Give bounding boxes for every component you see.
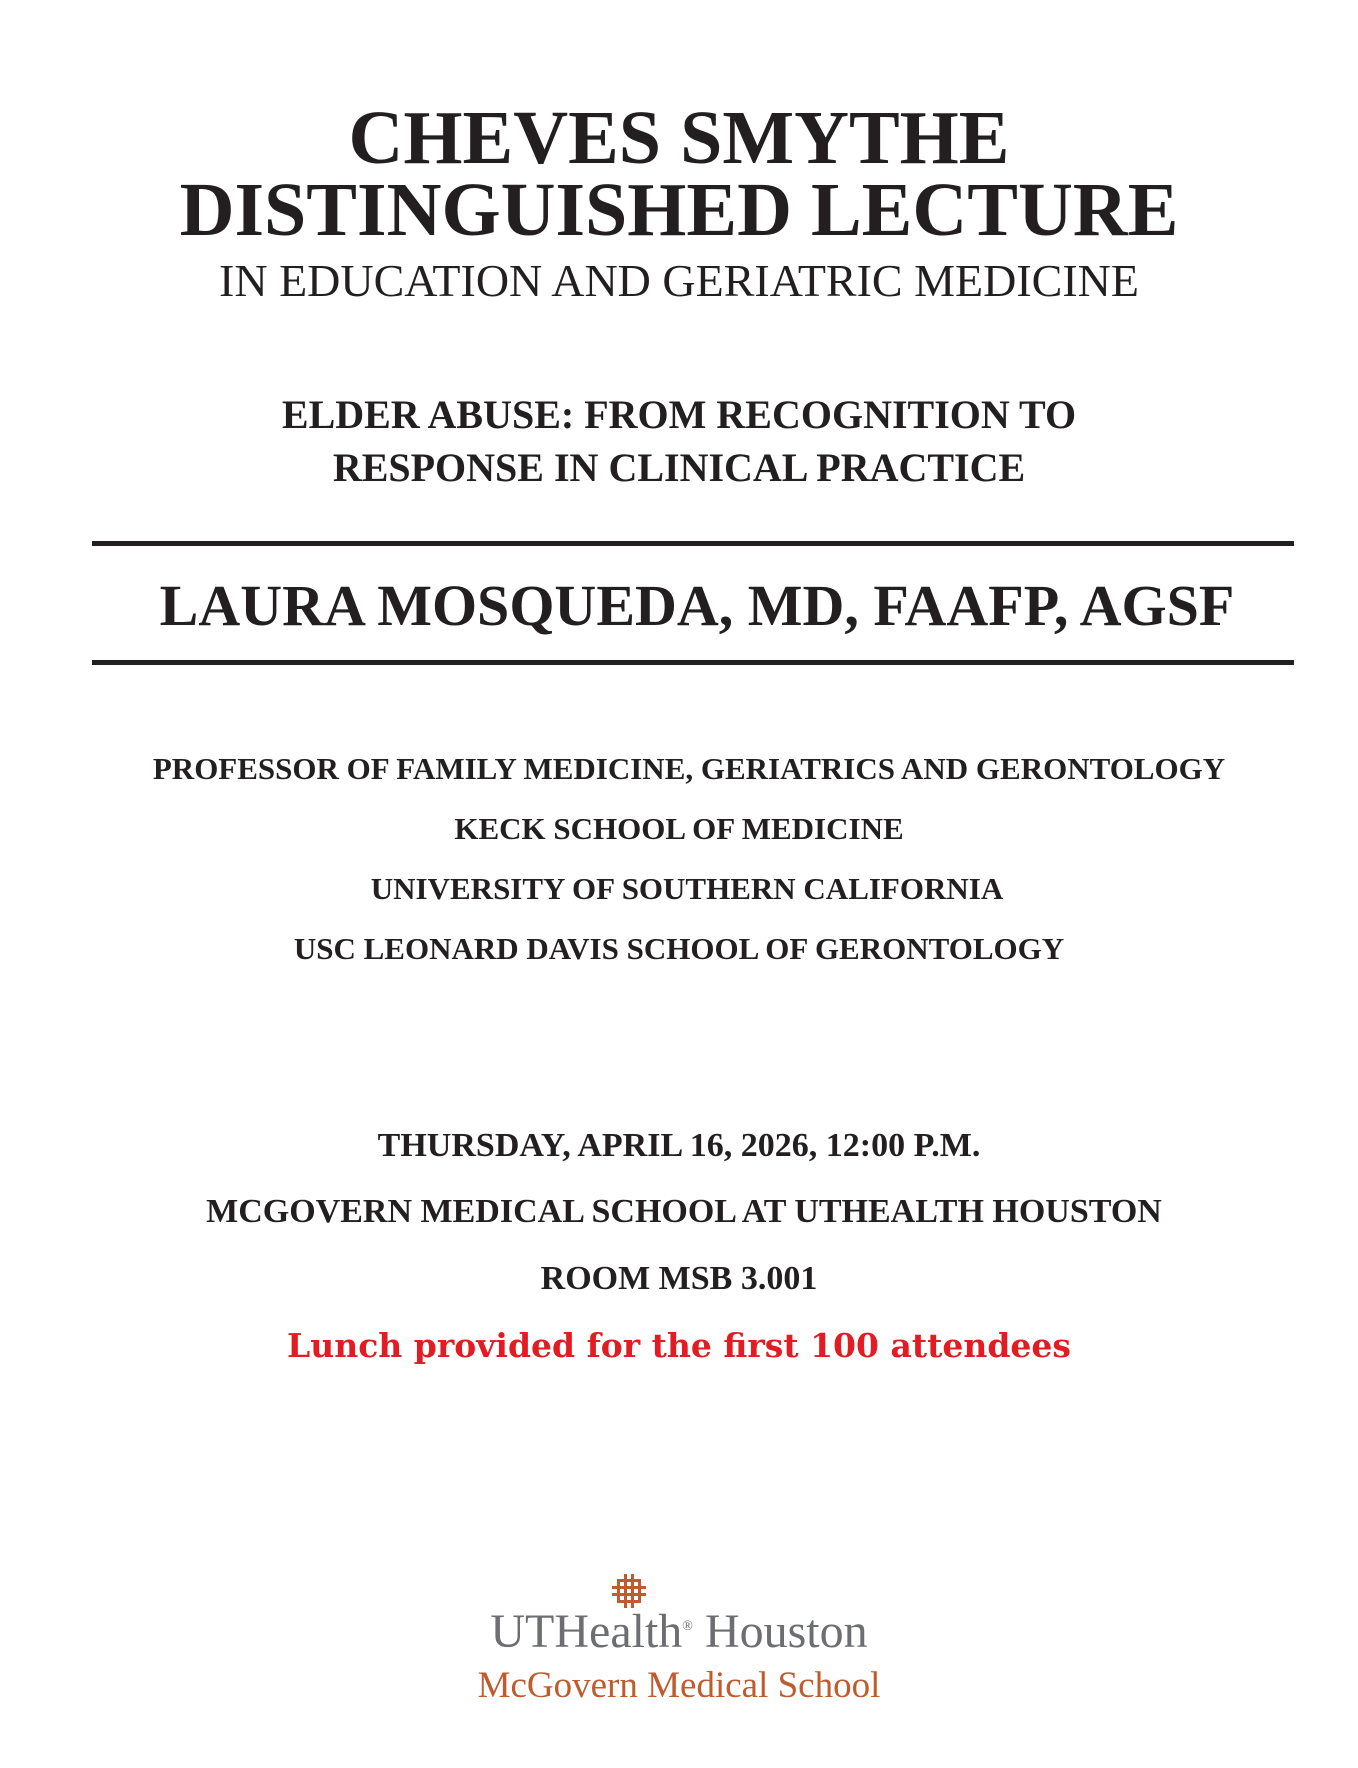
logo-wordmark [0,1605,1358,1658]
logo-wordmark-city: Houston [692,1605,868,1658]
bottom-divider [92,660,1294,665]
affiliation-gerontology: USC LEONARD DAVIS SCHOOL OF GERONTOLOGY [293,931,1065,966]
affiliation-title: PROFESSOR OF FAMILY MEDICINE, GERIATRICS AND GERONTOLOGY [152,751,1226,786]
speaker-name: LAURA MOSQUEDA, MD, FAAFP, AGSF [159,573,1235,638]
title-line-2: DISTINGUISHED LECTURE [179,168,1179,252]
uthealth-cross-logo-icon [612,1574,646,1608]
subtitle: IN EDUCATION AND GERIATRIC MEDICINE [219,255,1139,306]
logo-school-name: McGovern Medical School [477,1665,881,1706]
logo-wordmark-ut: UTHealth [490,1605,683,1658]
lunch-note: Lunch provided for the first 100 attendees [287,1326,1071,1365]
talk-title-line-2: RESPONSE IN CLINICAL PRACTICE [332,445,1026,490]
event-room: ROOM MSB 3.001 [540,1260,818,1297]
affiliation-university: UNIVERSITY OF SOUTHERN CALIFORNIA [370,871,1004,906]
event-venue: MCGOVERN MEDICAL SCHOOL AT UTHEALTH HOUSTON [206,1193,1162,1230]
talk-title-line-1: ELDER ABUSE: FROM RECOGNITION TO [281,392,1077,437]
top-divider [92,541,1294,546]
title-line-1: CHEVES SMYTHE [348,96,1010,180]
affiliation-school: KECK SCHOOL OF MEDICINE [454,811,904,846]
logo-registered-mark: ® [682,1619,693,1634]
event-datetime: THURSDAY, APRIL 16, 2026, 12:00 P.M. [377,1127,981,1164]
